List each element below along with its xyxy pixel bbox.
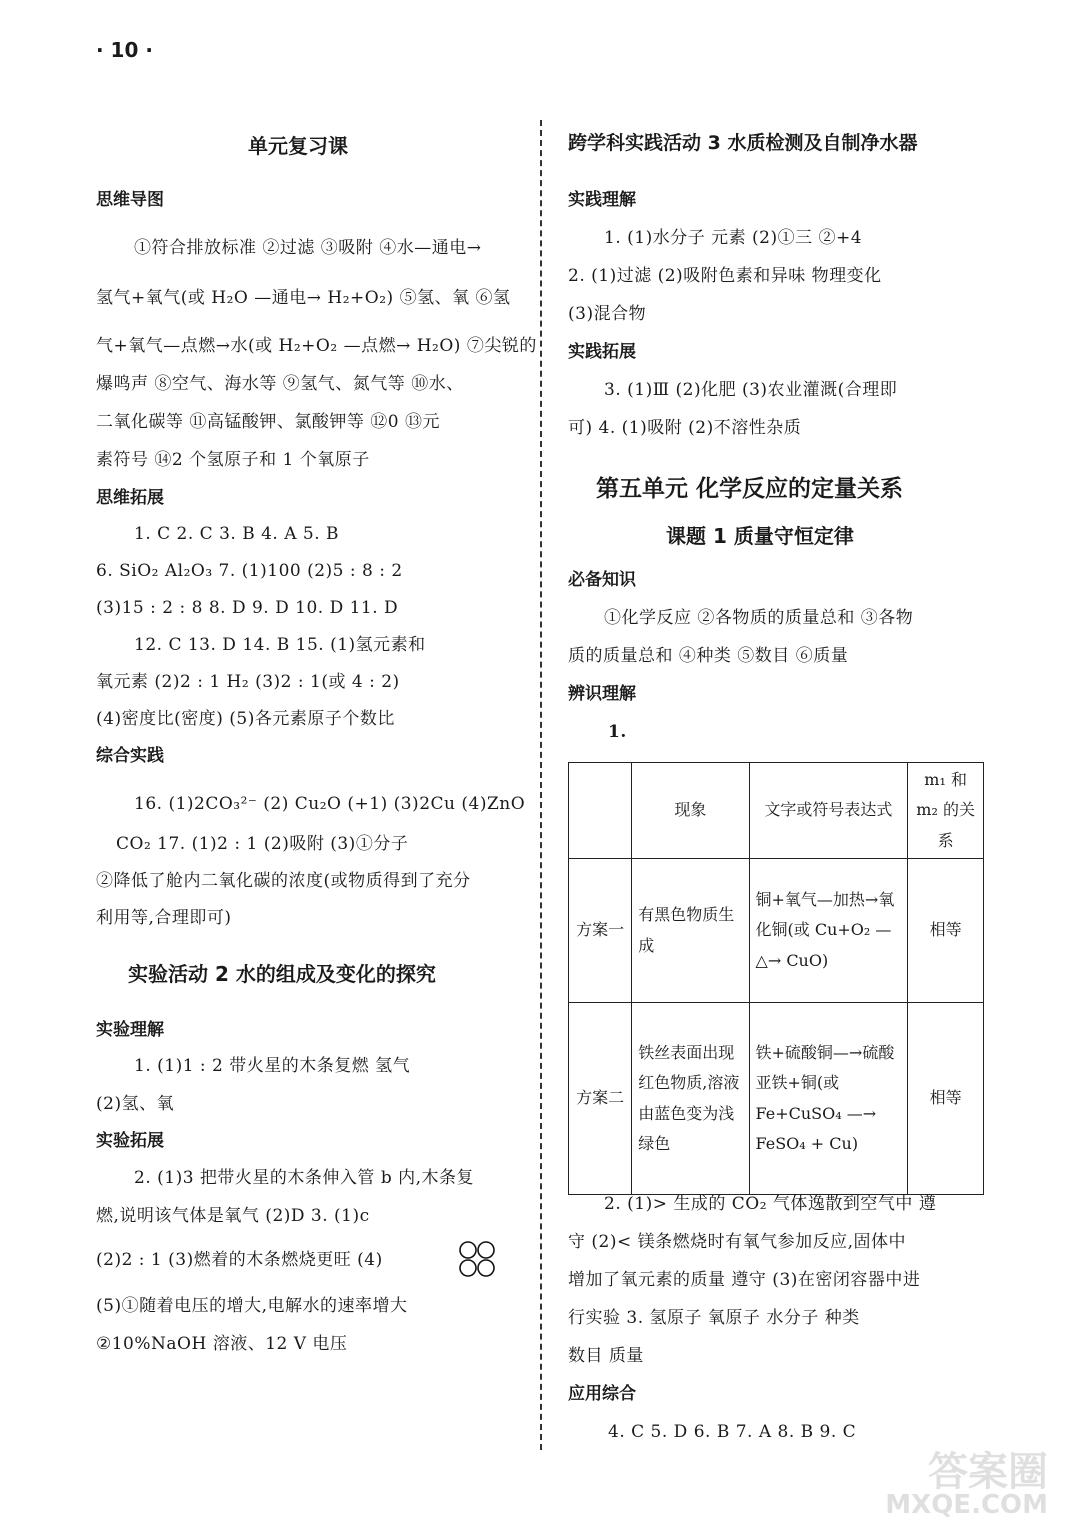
column-divider: [540, 120, 542, 1450]
answer-line: ②降低了舱内二氧化碳的浓度(或物质得到了充分: [96, 871, 471, 891]
practice-understand-heading: 实践理解: [568, 190, 636, 210]
answer-line: 燃,说明该气体是氧气 (2)D 3. (1)c: [96, 1206, 370, 1226]
answer-line: 可) 4. (1)吸附 (2)不溶性杂质: [568, 418, 802, 438]
mind-map-line: ①符合排放标准 ②过滤 ③吸附 ④水—通电→: [134, 238, 482, 258]
answer-line: 数目 质量: [568, 1346, 644, 1366]
table-row: [569, 859, 984, 1003]
watermark-url: MXQE.COM: [885, 1490, 1048, 1520]
answer-line: (2)2 : 1 (3)燃着的木条燃烧更旺 (4): [96, 1250, 383, 1270]
table-row-name: 方案二: [569, 1003, 632, 1195]
answer-line: 16. (1)2CO₃²⁻ (2) Cu₂O (+1) (3)2Cu (4)ZnO: [134, 794, 526, 814]
experiment-table: [568, 762, 984, 1195]
answer-line: 氧元素 (2)2 : 1 H₂ (3)2 : 1(或 4 : 2): [96, 672, 400, 692]
table-header-phenomenon: 现象: [632, 763, 749, 859]
unit-review-title: 单元复习课: [248, 134, 348, 158]
answer-line: (3)混合物: [568, 304, 647, 324]
exp-ext-heading: 实验拓展: [96, 1131, 164, 1151]
table-cell-relation: 相等: [908, 859, 984, 1003]
mind-map-line: 爆鸣声 ⑧空气、海水等 ⑨氢气、氮气等 ⑩水、: [96, 374, 464, 394]
answer-line: 守 (2)< 镁条燃烧时有氧气参加反应,固体中: [568, 1232, 907, 1252]
answer-line: 2. (1)> 生成的 CO₂ 气体逸散到空气中 遵: [604, 1194, 937, 1214]
table-header-expression: 文字或符号表达式: [749, 763, 908, 859]
answer-line: 2. (1)过滤 (2)吸附色素和异味 物理变化: [568, 266, 882, 286]
answer-line: 行实验 3. 氢原子 氧原子 水分子 种类: [568, 1308, 860, 1328]
answer-line: 增加了氧元素的质量 遵守 (3)在密闭容器中进: [568, 1270, 921, 1290]
answer-line: ①化学反应 ②各物质的质量总和 ③各物: [604, 608, 914, 628]
mind-map-heading: 思维导图: [96, 190, 164, 210]
page-number: · 10 ·: [96, 38, 153, 62]
table-cell-phenomenon: 有黑色物质生成: [632, 859, 749, 1003]
water-molecule-diagram: [458, 1240, 498, 1280]
answer-line: (2)氢、氧: [96, 1094, 175, 1114]
lesson1-title: 课题 1 质量守恒定律: [666, 524, 854, 548]
answer-line: 质的质量总和 ④种类 ⑤数目 ⑥质量: [568, 646, 849, 666]
answer-line: 4. C 5. D 6. B 7. A 8. B 9. C: [608, 1422, 857, 1442]
table-cell-relation: 相等: [908, 1003, 984, 1195]
question-number: 1.: [608, 722, 627, 742]
identify-heading: 辨识理解: [568, 684, 636, 704]
exp-understand-heading: 实验理解: [96, 1020, 164, 1040]
table-cell-expression: 铁+硫酸铜—→硫酸亚铁+铜(或 Fe+CuSO₄ —→ FeSO₄ + Cu): [749, 1003, 908, 1195]
table-row: [569, 1003, 984, 1195]
applied-heading: 应用综合: [568, 1384, 636, 1404]
answer-line: CO₂ 17. (1)2 : 1 (2)吸附 (3)①分子: [116, 834, 409, 854]
answer-line: ②10%NaOH 溶液、12 V 电压: [96, 1334, 348, 1354]
mind-map-line: 素符号 ⑭2 个氢原子和 1 个氧原子: [96, 450, 370, 470]
answer-line: (3)15 : 2 : 8 8. D 9. D 10. D 11. D: [96, 598, 399, 618]
answer-line: 1. (1)水分子 元素 (2)①三 ②+4: [604, 228, 863, 248]
answer-line: 利用等,合理即可): [96, 908, 232, 928]
table-cell-phenomenon: 铁丝表面出现红色物质,溶液由蓝色变为浅绿色: [632, 1003, 749, 1195]
thinking-ext-heading: 思维拓展: [96, 488, 164, 508]
table-cell: [569, 763, 632, 859]
answer-line: 6. SiO₂ Al₂O₃ 7. (1)100 (2)5 : 8 : 2: [96, 561, 403, 581]
mind-map-line: 氢气+氧气(或 H₂O —通电→ H₂+O₂) ⑤氢、氧 ⑥氢: [96, 288, 511, 308]
unit5-title: 第五单元 化学反应的定量关系: [596, 476, 904, 502]
answer-line: (5)①随着电压的增大,电解水的速率增大: [96, 1296, 408, 1316]
watermark-logo: [885, 1440, 1048, 1528]
table-cell-expression: 铜+氧气—加热→氧化铜(或 Cu+O₂ —△→ CuO): [749, 859, 908, 1003]
practice-ext-heading: 实践拓展: [568, 342, 636, 362]
answer-line: 12. C 13. D 14. B 15. (1)氢元素和: [134, 635, 426, 655]
table-header-relation: m₁ 和 m₂ 的关系: [908, 763, 984, 859]
watermark-text: 答案圈: [928, 1449, 1048, 1495]
integrated-heading: 综合实践: [96, 746, 164, 766]
mind-map-line: 二氧化碳等 ⑪高锰酸钾、氯酸钾等 ⑫0 ⑬元: [96, 412, 441, 432]
answer-line: 2. (1)3 把带火星的木条伸入管 b 内,木条复: [134, 1168, 475, 1188]
answer-line: 1. C 2. C 3. B 4. A 5. B: [134, 524, 340, 544]
essential-heading: 必备知识: [568, 570, 636, 590]
mind-map-line: 气+氧气—点燃→水(或 H₂+O₂ —点燃→ H₂O) ⑦尖锐的: [96, 336, 537, 356]
answer-line: (4)密度比(密度) (5)各元素原子个数比: [96, 709, 395, 729]
answer-line: 3. (1)Ⅲ (2)化肥 (3)农业灌溉(合理即: [604, 380, 898, 400]
table-row-name: 方案一: [569, 859, 632, 1003]
answer-line: 1. (1)1 : 2 带火星的木条复燃 氢气: [134, 1056, 411, 1076]
exp2-title: 实验活动 2 水的组成及变化的探究: [128, 962, 436, 986]
cross-subject-title: 跨学科实践活动 3 水质检测及自制净水器: [568, 132, 918, 154]
table-header-row: [569, 763, 984, 859]
